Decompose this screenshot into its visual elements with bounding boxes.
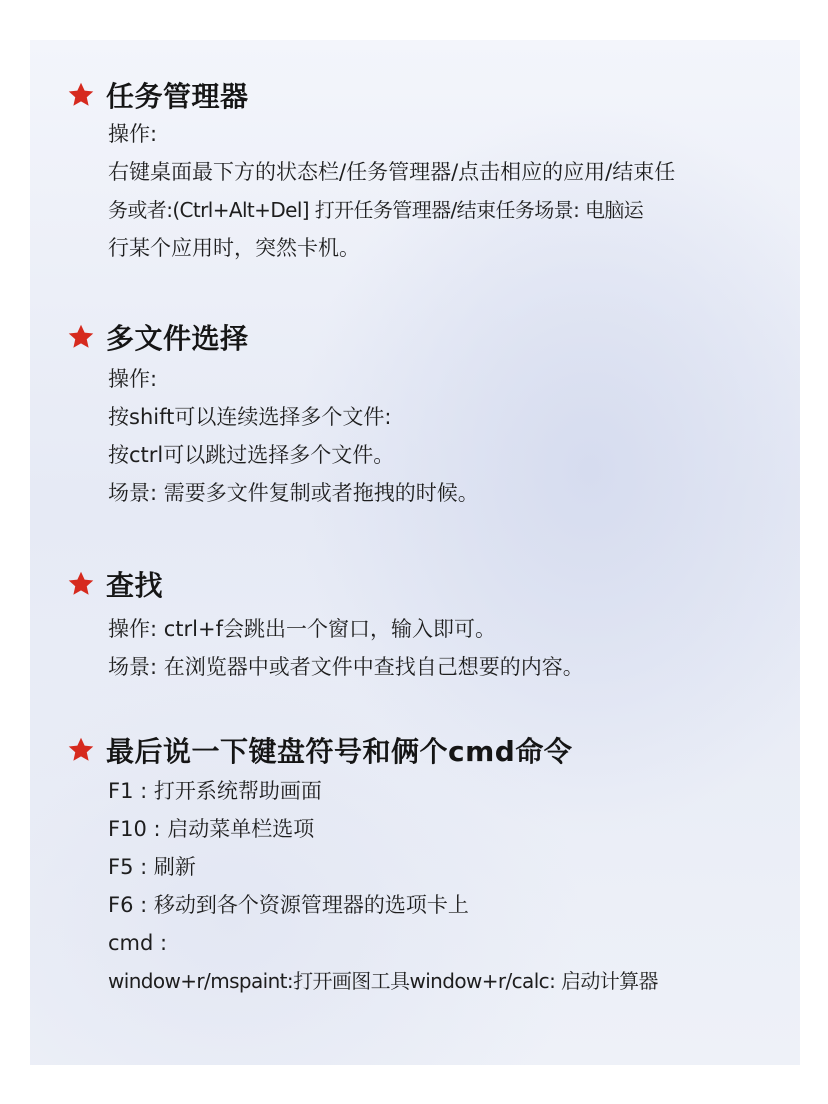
section-heading (66, 564, 163, 604)
body-line: window+r/mspaint:打开画图工具window+r/calc: 启动计算器 (108, 969, 658, 993)
body-line: F1 : 打开系统帮助画面 (108, 779, 322, 803)
star-icon (66, 735, 96, 765)
body-line: F6 : 移动到各个资源管理器的选项卡上 (108, 893, 469, 917)
body-line: 场景: 在浏览器中或者文件中查找自己想要的内容。 (108, 655, 584, 679)
section-heading (66, 75, 249, 115)
section-title: 最后说一下键盘符号和俩个cmd命令 (106, 735, 573, 768)
body-line: 按shift可以连续选择多个文件: (108, 405, 392, 429)
section-title: 查找 (106, 569, 164, 602)
body-line: 右键桌面最下方的状态栏/任务管理器/点击相应的应用/结束任 (108, 160, 676, 184)
note-card (30, 40, 800, 1065)
body-line: cmd : (108, 931, 168, 955)
body-line: 操作: (108, 367, 158, 391)
section-title: 多文件选择 (106, 322, 249, 355)
body-line: 操作: ctrl+f会跳出一个窗口，输入即可。 (108, 617, 496, 641)
body-line: 操作: (108, 122, 158, 146)
star-icon (66, 80, 96, 110)
section-body (108, 772, 788, 1000)
star-icon (66, 569, 96, 599)
section-heading (66, 730, 572, 770)
body-line: F5 : 刷新 (108, 855, 196, 879)
section-heading (66, 317, 249, 357)
section-body (108, 360, 788, 512)
star-icon (66, 322, 96, 352)
section-title: 任务管理器 (106, 80, 249, 113)
body-line: 场景: 需要多文件复制或者拖拽的时候。 (108, 481, 479, 505)
section-body (108, 115, 788, 267)
body-line: 行某个应用时，突然卡机。 (108, 236, 360, 260)
section-body (108, 610, 788, 686)
body-line: F10 : 启动菜单栏选项 (108, 817, 315, 841)
body-line: 务或者:(Ctrl+Alt+Del] 打开任务管理器/结束任务场景: 电脑运 (108, 198, 644, 222)
body-line: 按ctrl可以跳过选择多个文件。 (108, 443, 395, 467)
